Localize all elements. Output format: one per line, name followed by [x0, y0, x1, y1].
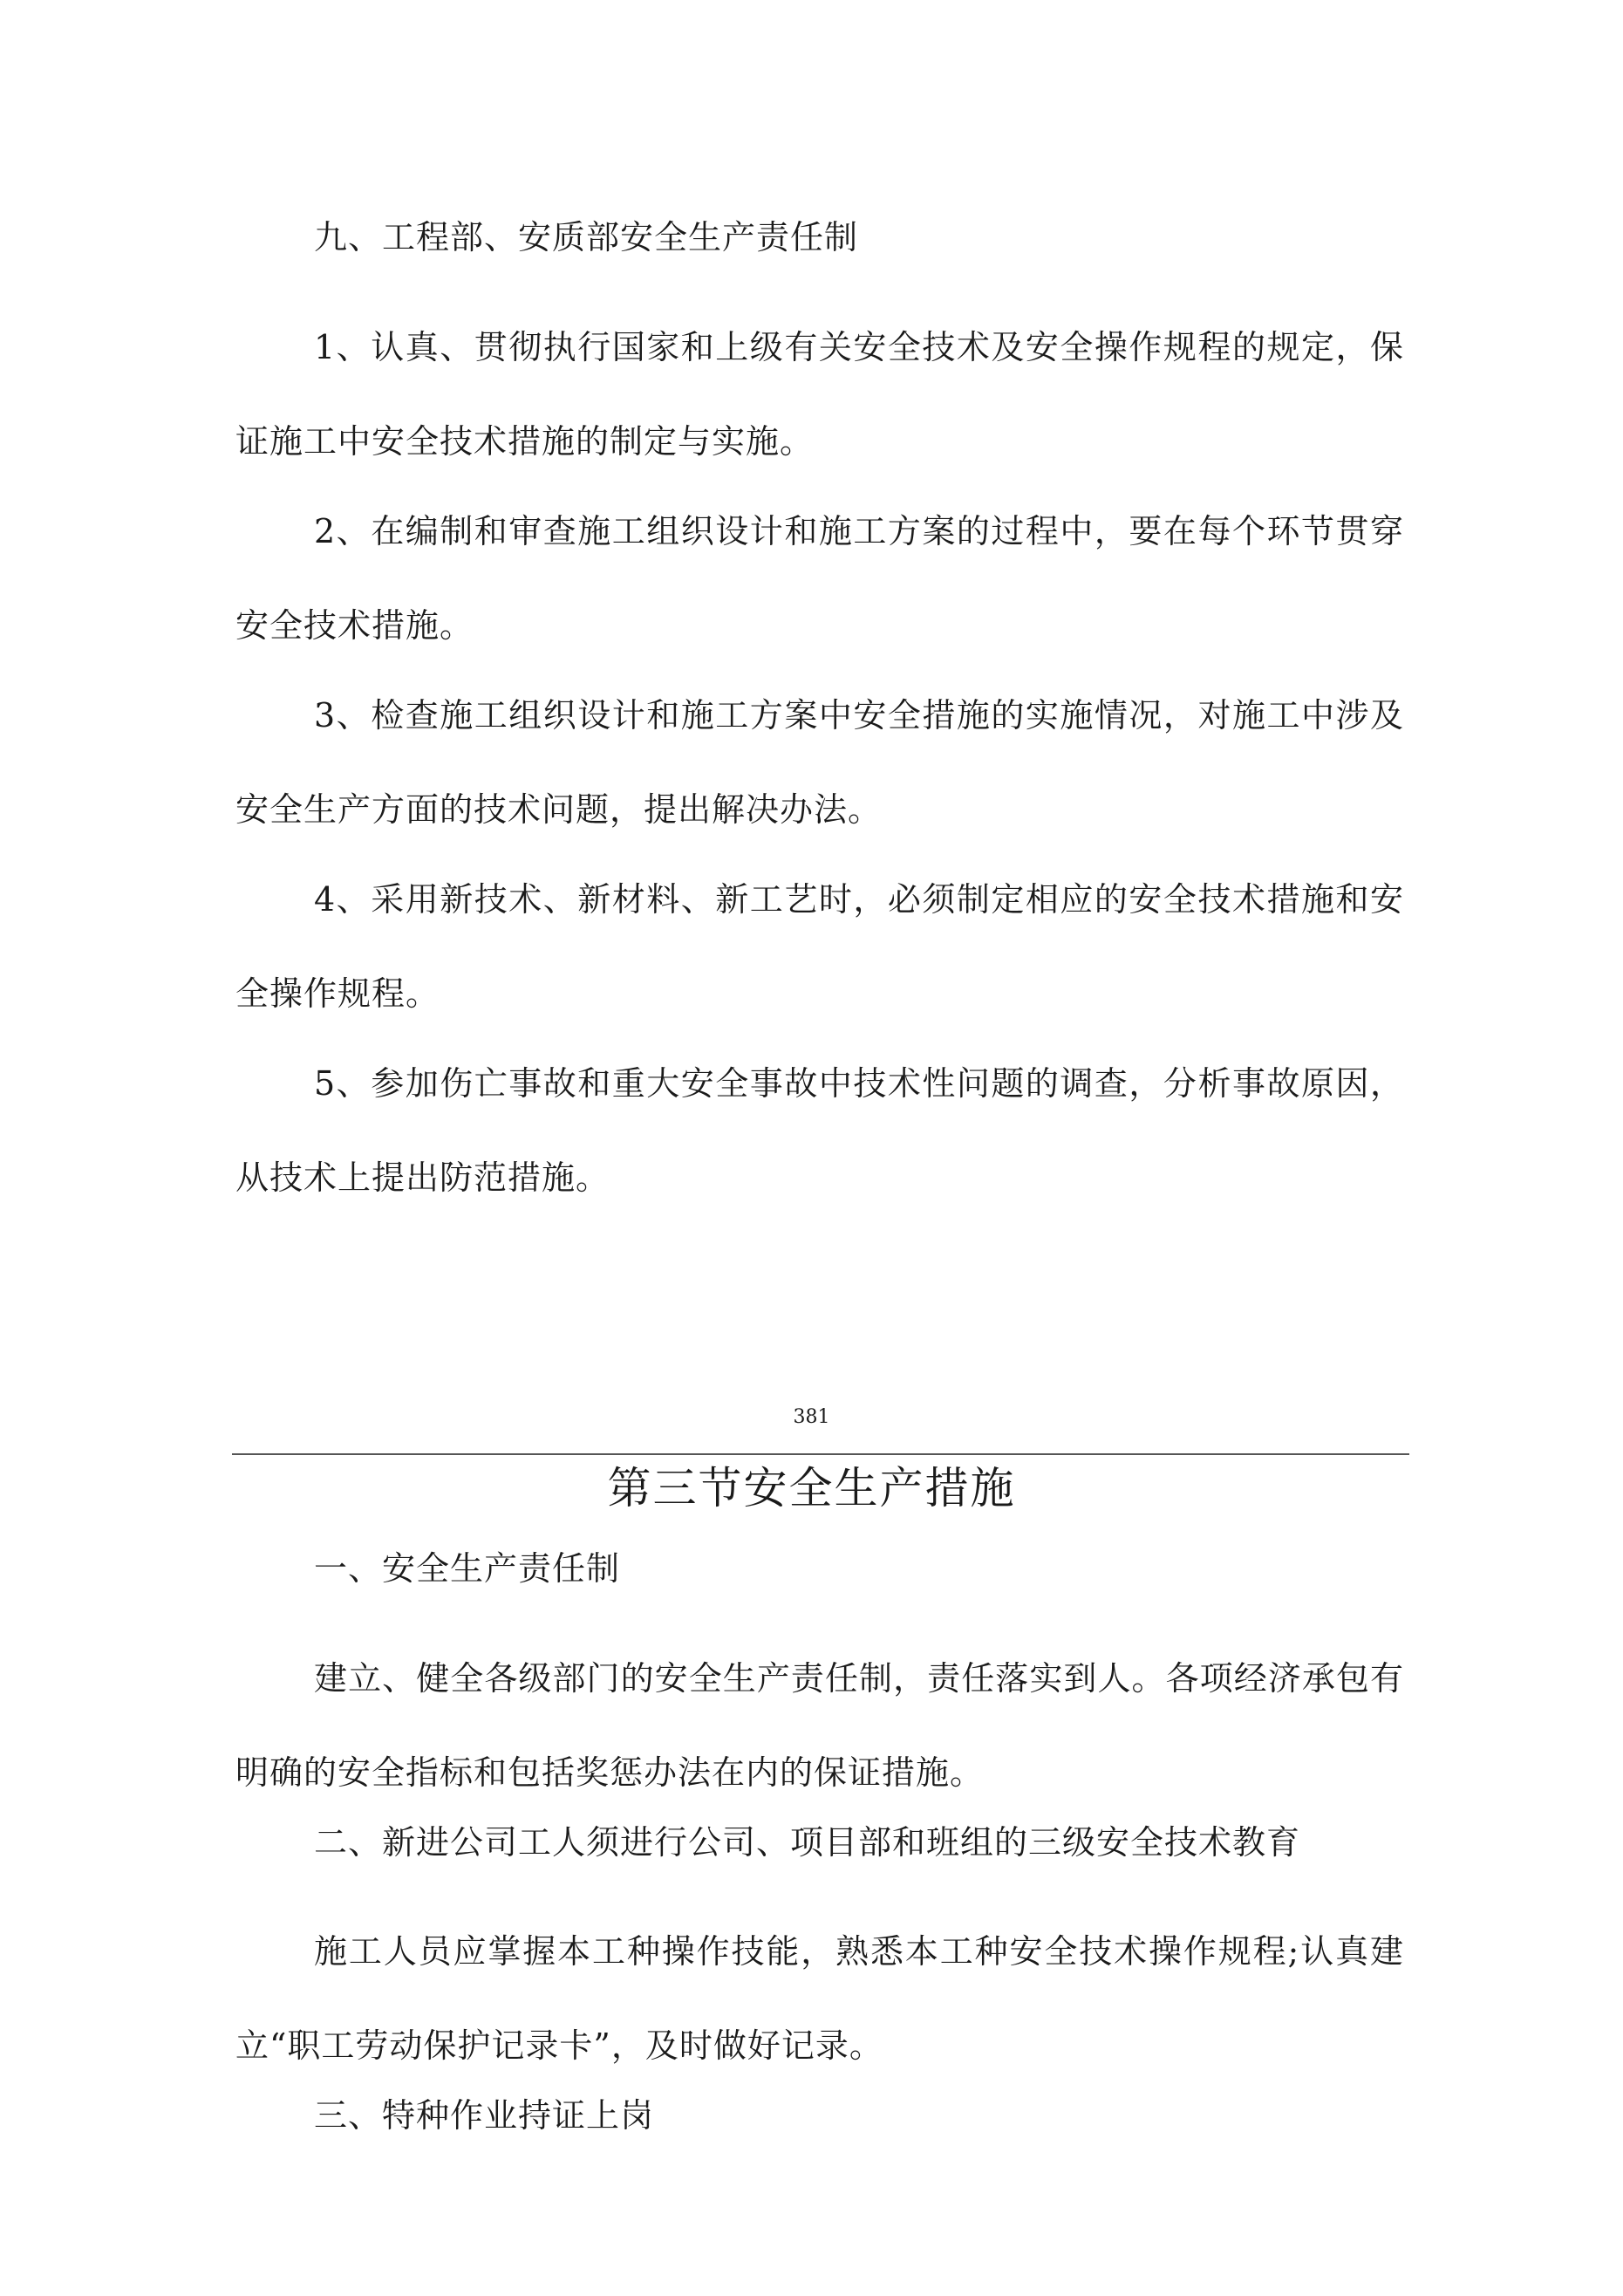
- subheading-education: 二、新进公司工人须进行公司、项目部和班组的三级安全技术教育: [314, 1823, 1301, 1862]
- section-title: 第三节安全生产措施: [607, 1463, 1016, 1514]
- paragraph-responsibility: 建立、健全各级部门的安全生产责任制，责任落实到人。各项经济承包有明确的安全指标和包括奖惩办法在内的保证措施。: [235, 1659, 1404, 1792]
- paragraph-item-5: 5、参加伤亡事故和重大安全事故中技术性问题的调查，分析事故原因，从技术上提出防范措施。: [235, 1064, 1404, 1197]
- paragraph-item-3: 3、检查施工组织设计和施工方案中安全措施的实施情况，对施工中涉及安全生产方面的技术问题，提出解决办法。: [235, 696, 1404, 829]
- paragraph-education: 施工人员应掌握本工种操作技能，熟悉本工种安全技术操作规程;认真建立“职工劳动保护记录卡”，及时做好记录。: [235, 1932, 1404, 2065]
- section-heading-nine: 九、工程部、安质部安全生产责任制: [314, 218, 859, 256]
- subheading-certification: 三、特种作业持证上岗: [314, 2096, 655, 2135]
- paragraph-item-1: 1、认真、贯彻执行国家和上级有关安全技术及安全操作规程的规定，保证施工中安全技术措施的制定与实施。: [235, 328, 1404, 461]
- page-number: 381: [793, 1406, 830, 1428]
- paragraph-item-4: 4、采用新技术、新材料、新工艺时，必须制定相应的安全技术措施和安全操作规程。: [235, 880, 1404, 1013]
- subheading-responsibility: 一、安全生产责任制: [314, 1549, 621, 1588]
- paragraph-item-2: 2、在编制和审查施工组织设计和施工方案的过程中，要在每个环节贯穿安全技术措施。: [235, 512, 1404, 645]
